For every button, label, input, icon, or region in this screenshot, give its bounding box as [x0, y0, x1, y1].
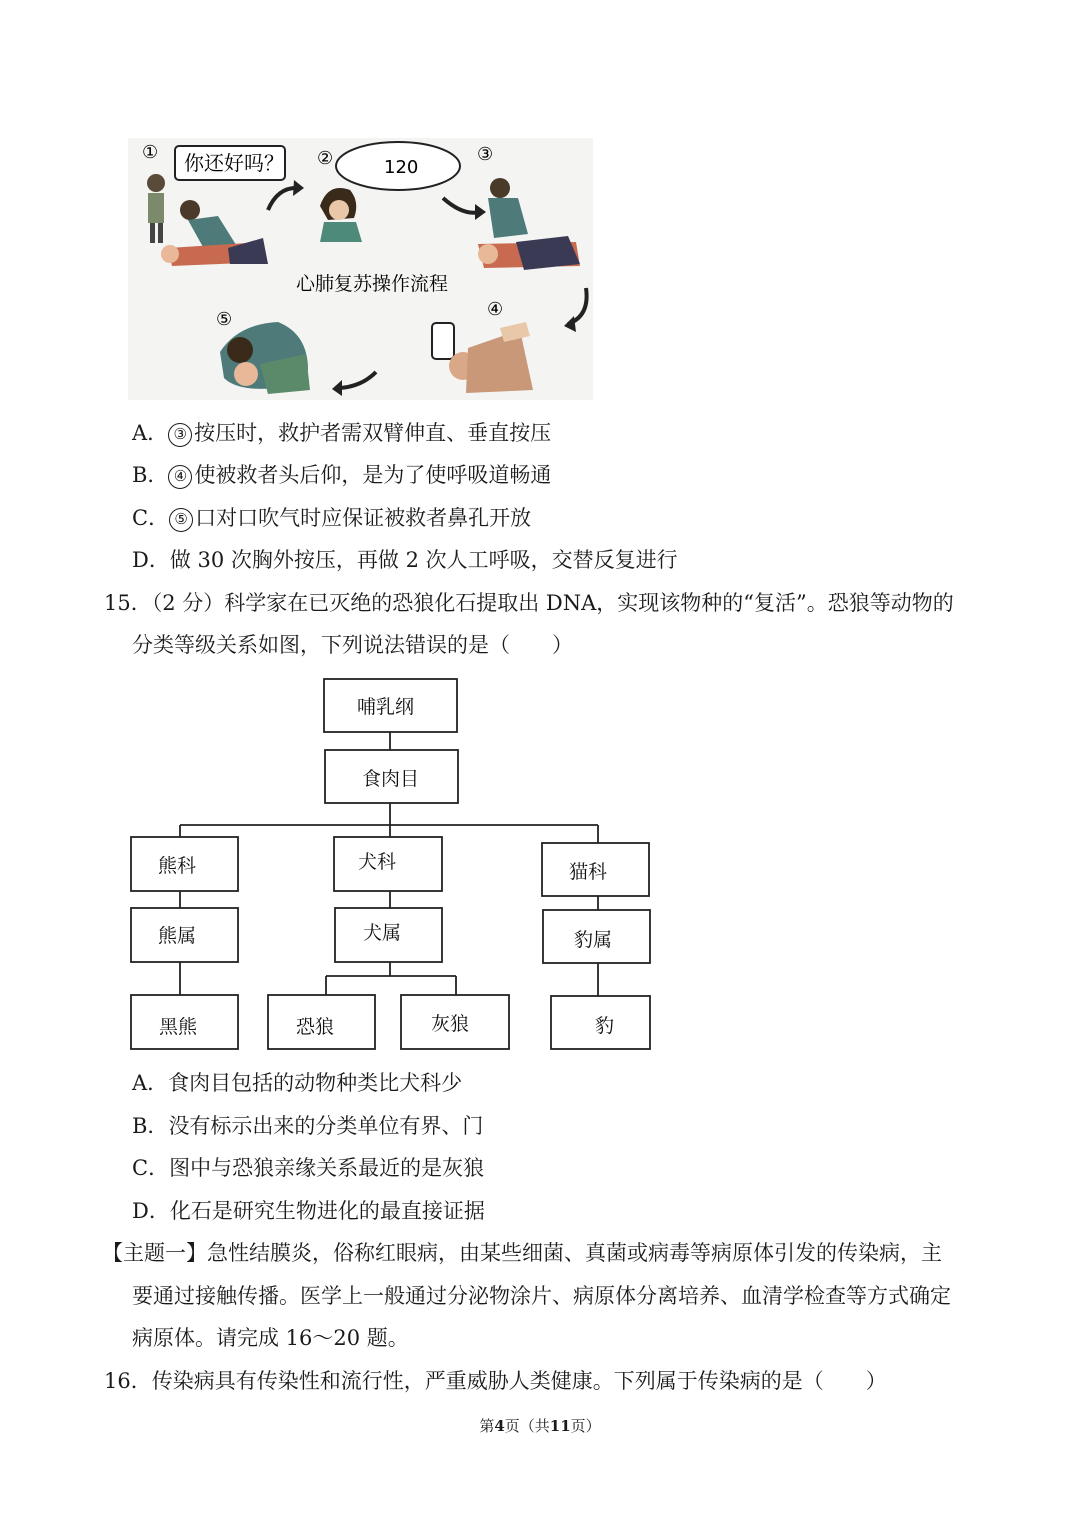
- option-letter: C．: [132, 1156, 170, 1180]
- q16-stem: 16．传染病具有传染性和流行性，严重威胁人类健康。下列属于传染病的是（ ）: [104, 1369, 887, 1393]
- option-text: 使被救者头后仰，是为了使呼吸道畅通: [194, 463, 552, 487]
- option-letter: C．: [132, 506, 170, 530]
- label-species-black-bear: 黑熊: [159, 1016, 198, 1038]
- theme1-line-1: 【主题一】急性结膜炎，俗称红眼病，由某些细菌、真菌或病毒等病原体引发的传染病，主: [102, 1241, 942, 1265]
- q14-option-a: [132, 418, 551, 448]
- circled-number: ③: [168, 423, 192, 447]
- q15-option-b: [132, 1111, 483, 1141]
- option-letter: D．: [132, 1199, 170, 1223]
- q14-option-b: [132, 460, 551, 490]
- option-text: 没有标示出来的分类单位有界、门: [168, 1114, 484, 1138]
- step-4-marker: ④: [487, 299, 504, 320]
- label-order: 食肉目: [362, 768, 420, 790]
- label-species-leopard: 豹: [595, 1015, 615, 1037]
- q15-option-c: [132, 1153, 484, 1183]
- speech-text: 你还好吗？: [184, 151, 284, 175]
- q15-option-a: [132, 1068, 462, 1098]
- label-species-dire-wolf: 恐狼: [296, 1016, 335, 1038]
- step-2-marker: ②: [317, 148, 334, 169]
- option-text: 口对口吹气时应保证被救者鼻孔开放: [195, 506, 532, 530]
- label-family-dog: 犬科: [358, 851, 397, 873]
- option-letter: D．: [132, 548, 170, 572]
- q14-option-c: [132, 503, 531, 533]
- label-genus-dog: 犬属: [363, 922, 402, 944]
- label-species-gray-wolf: 灰狼: [431, 1013, 470, 1035]
- option-text: 化石是研究生物进化的最直接证据: [169, 1199, 485, 1223]
- taxonomy-tree-diagram: [128, 676, 658, 1058]
- label-genus-bear: 熊属: [158, 925, 197, 947]
- option-text: 图中与恐狼亲缘关系最近的是灰狼: [169, 1156, 485, 1180]
- option-letter: B．: [132, 463, 169, 487]
- theme1-line-2: 要通过接触传播。医学上一般通过分泌物涂片、病原体分离培养、血清学检查等方式确定: [132, 1284, 951, 1308]
- footer-total-pages: 11: [549, 1417, 571, 1435]
- option-text: 做 30 次胸外按压，再做 2 次人工呼吸，交替反复进行: [169, 548, 678, 572]
- footer-suffix: 页）: [570, 1417, 601, 1435]
- page-footer: [0, 1415, 1080, 1437]
- label-genus-panthera: 豹属: [574, 929, 613, 951]
- figure-caption: 心肺复苏操作流程: [296, 273, 449, 295]
- option-letter: A．: [132, 421, 169, 445]
- label-family-bear: 熊科: [158, 855, 197, 877]
- step-1-marker: ①: [142, 142, 159, 163]
- theme1-line-3: 病原体。请完成 16～20 题。: [132, 1326, 409, 1350]
- q15-stem-line-1: 15．（2 分）科学家在已灭绝的恐狼化石提取出 DNA，实现该物种的“复活”。恐狼等动物的: [104, 591, 954, 615]
- label-class: 哺乳纲: [357, 696, 415, 718]
- option-letter: B．: [132, 1114, 169, 1138]
- footer-page-number: 4: [494, 1417, 505, 1435]
- step-3-marker: ③: [477, 144, 494, 165]
- label-family-cat: 猫科: [569, 861, 608, 883]
- circled-number: ⑤: [169, 508, 193, 532]
- footer-prefix: 第: [479, 1417, 495, 1435]
- q14-option-d: [132, 545, 678, 575]
- q15-stem-line-2: 分类等级关系如图，下列说法错误的是（ ）: [132, 633, 573, 657]
- footer-middle: 页（共: [504, 1417, 550, 1435]
- option-letter: A．: [132, 1071, 169, 1095]
- cpr-procedure-figure: [128, 138, 593, 400]
- q15-option-d: [132, 1196, 485, 1226]
- step-5-marker: ⑤: [216, 309, 233, 330]
- circled-number: ④: [168, 465, 192, 489]
- option-text: 按压时，救护者需双臂伸直、垂直按压: [194, 421, 552, 445]
- phone-number: 120: [384, 157, 419, 178]
- option-text: 食肉目包括的动物种类比犬科少: [168, 1071, 463, 1095]
